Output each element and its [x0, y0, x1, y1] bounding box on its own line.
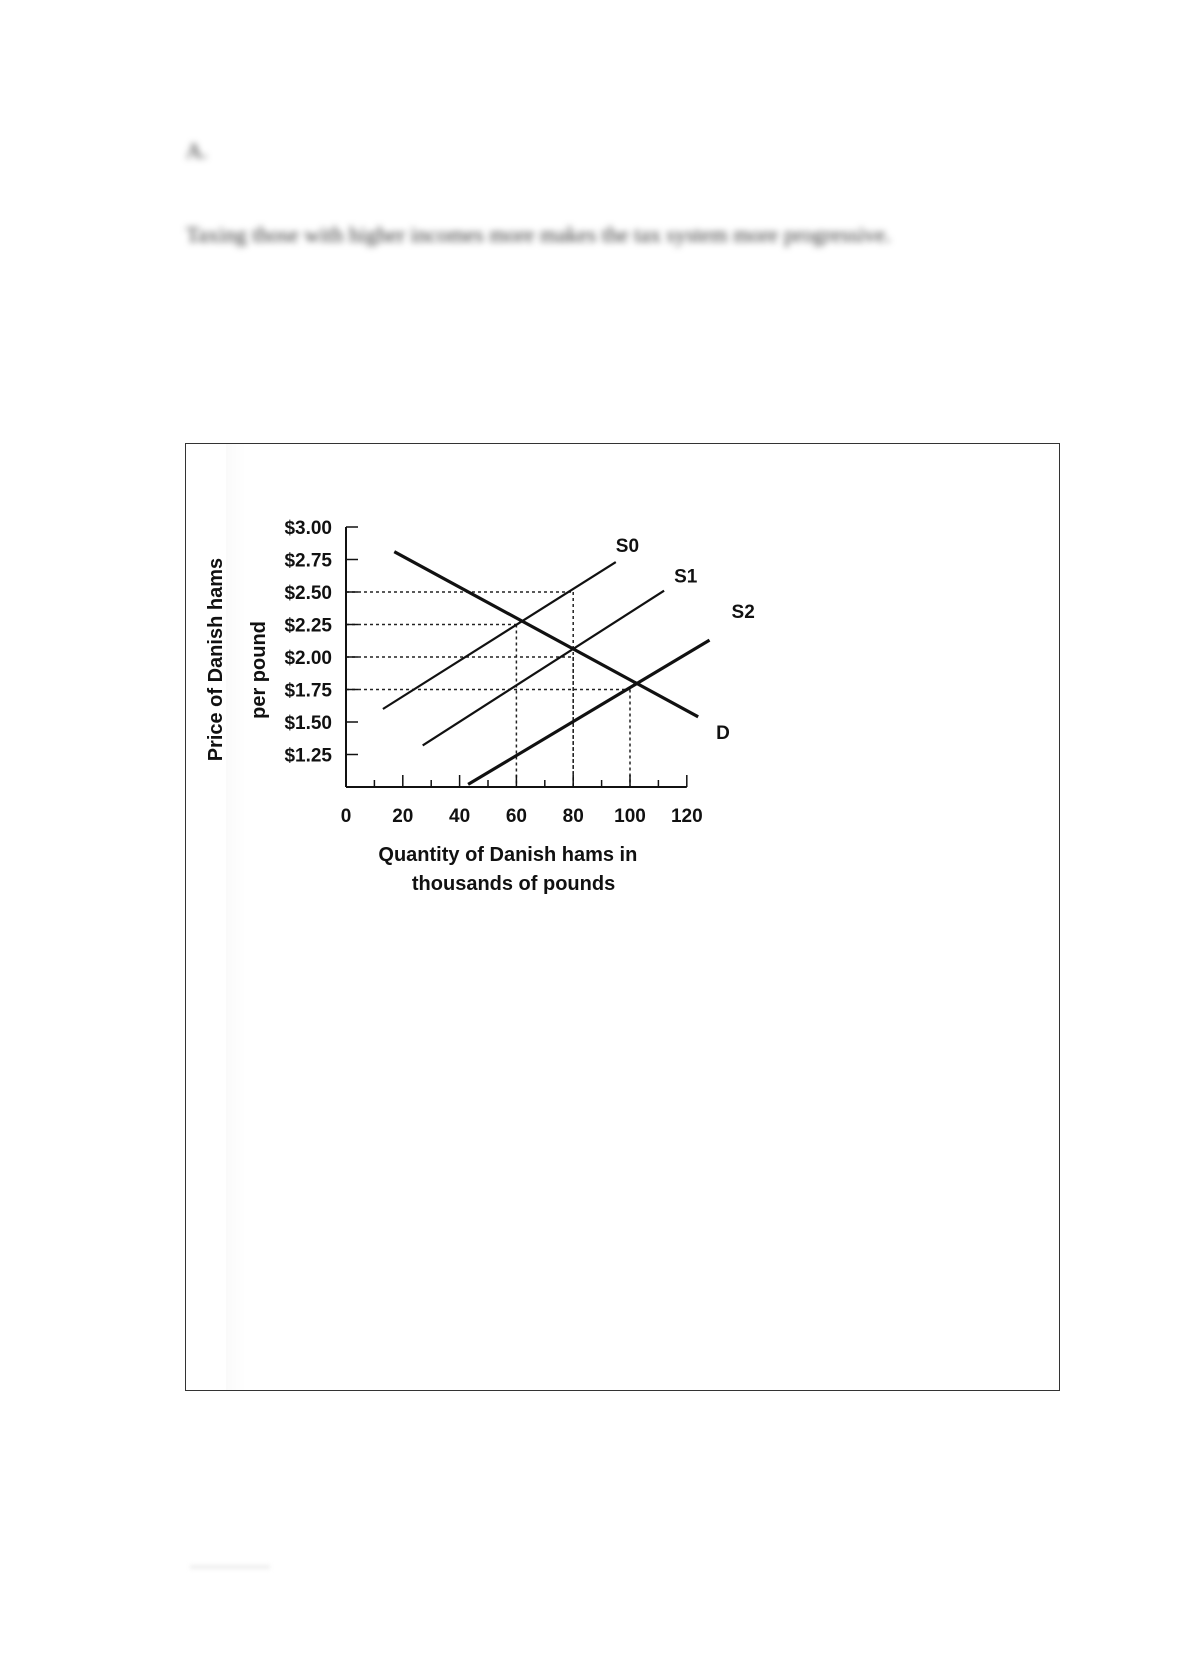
footer-mark [190, 1565, 270, 1569]
x-tick-label-3: 60 [505, 806, 527, 827]
supply-demand-chart [186, 444, 1061, 1392]
reference-lines [346, 592, 630, 787]
y-axis-title-line2: per pound [248, 621, 270, 719]
y-tick-label-1: $2.75 [284, 550, 332, 572]
y-axis-title-line1: Price of Danish hams [205, 557, 227, 762]
y-tick-label-3: $2.25 [284, 615, 332, 637]
y-tick-label-4: $2.00 [284, 648, 332, 669]
y-tick-label-0: $3.00 [284, 518, 332, 539]
x-tick-label-2: 40 [449, 806, 471, 827]
x-tick-label-1: 20 [392, 806, 414, 827]
x-axis-title-line2: thousands of pounds [411, 873, 616, 895]
series-line-s0 [383, 562, 616, 709]
series-line-s1 [423, 591, 664, 746]
x-tick-label-5: 100 [614, 806, 646, 827]
series-label-d: D [716, 722, 730, 744]
series-label-s0: S0 [615, 536, 640, 558]
y-tick-label-6: $1.50 [284, 713, 332, 734]
answer-text: Taxing those with higher incomes more makes the tax system more progressive. [186, 222, 891, 247]
x-tick-label-0: 0 [340, 806, 352, 827]
series-line-d [394, 552, 698, 717]
series-lines [383, 552, 710, 785]
figure-frame [185, 443, 1060, 1391]
series-line-s2 [468, 640, 709, 784]
series-label-s1: S1 [674, 566, 698, 588]
series-label-s2: S2 [731, 602, 755, 624]
labels [205, 518, 755, 895]
answer-letter: A. [186, 138, 208, 163]
y-tick-label-2: $2.50 [284, 583, 332, 604]
x-axis-title-line1: Quantity of Danish hams in [378, 844, 638, 866]
x-tick-label-4: 80 [562, 806, 584, 827]
x-tick-label-6: 120 [670, 806, 703, 827]
y-tick-label-5: $1.75 [284, 680, 332, 702]
y-tick-label-7: $1.25 [284, 745, 332, 767]
